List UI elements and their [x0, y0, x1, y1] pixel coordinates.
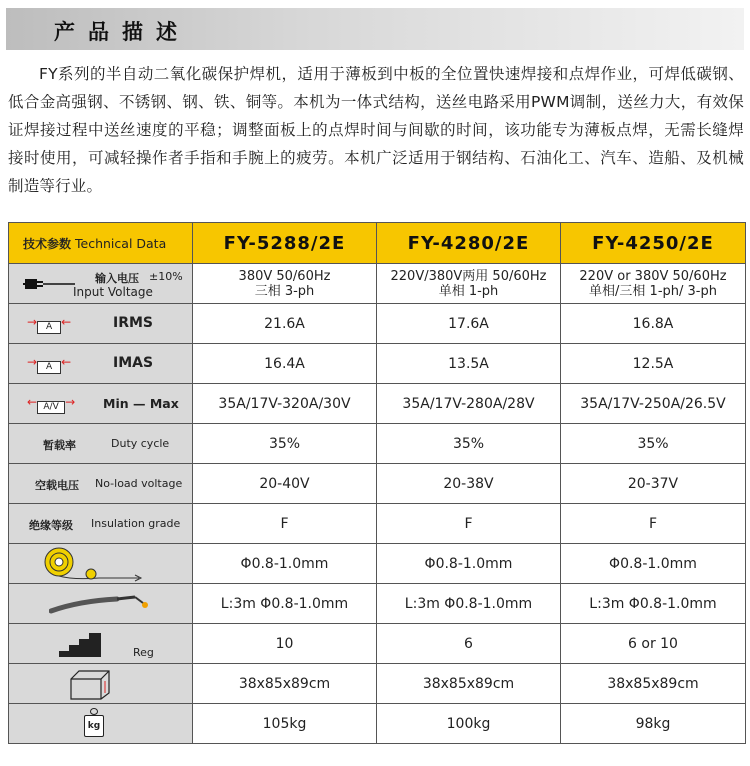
- value-cell: 16.4A: [193, 344, 377, 384]
- section-header: [6, 8, 744, 50]
- current-meter-icon: → A ←: [27, 315, 72, 332]
- value-cell: F: [193, 504, 377, 544]
- range-meter-icon: ← A/V →: [27, 395, 76, 412]
- product-description: FY系列的半自动二氧化碳保护焊机，适用于薄板到中板的全位置快速焊接和点焊作业，可焊低碳钢、低合金高强钢、不锈钢、钢、铁、铜等。本机为一体式结构，送丝电路采用PWM调制，送丝力大，有效保证焊接过程中送丝速度的平稳；调整面板上的点焊时间与间歇的时间，该功能专为薄板点焊，无需长缝焊接时使用，可减轻操作者手指和手腕上的疲劳。本机广泛适用于钢结构、石油化工、汽车、造船、及机械制造等行业。: [8, 65, 744, 195]
- row-label-input-voltage: [9, 264, 193, 304]
- input-voltage-label-en: Input Voltage: [73, 285, 153, 299]
- value-cell: L:3m Φ0.8-1.0mm: [561, 584, 746, 624]
- row-label-irms: [9, 304, 193, 344]
- model-name: FY-4280/2E: [407, 232, 530, 254]
- phase-line: 三相 3-ph: [254, 283, 315, 299]
- table-header-row: [9, 223, 746, 264]
- value-cell: 17.6A: [377, 304, 561, 344]
- weight-icon: kg: [83, 708, 105, 738]
- row-label-insulation-grade: [9, 504, 193, 544]
- table-row: [9, 304, 746, 344]
- box-dimensions-icon: [67, 667, 117, 701]
- imas-label: IMAS: [113, 355, 154, 371]
- value-cell: 20-37V: [561, 464, 746, 504]
- table-row: [9, 544, 746, 584]
- row-label-dimensions: [9, 664, 193, 704]
- value-cell: 16.8A: [561, 304, 746, 344]
- table-row: [9, 384, 746, 424]
- value-cell: F: [377, 504, 561, 544]
- phase-line: 单相 1-ph: [438, 283, 499, 299]
- header-label-zh: 技术参数: [23, 236, 72, 251]
- value-cell: 20-40V: [193, 464, 377, 504]
- input-voltage-label-zh: 输入电压: [95, 272, 139, 285]
- value-cell: Φ0.8-1.0mm: [193, 544, 377, 584]
- value-cell: 13.5A: [377, 344, 561, 384]
- value-cell: 100kg: [377, 704, 561, 744]
- value-cell: 35A/17V-280A/28V: [377, 384, 561, 424]
- value-cell: 6: [377, 624, 561, 664]
- input-voltage-tolerance: ±10%: [149, 270, 183, 283]
- value-cell: 105kg: [193, 704, 377, 744]
- duty-label-en: Duty cycle: [111, 437, 170, 450]
- value-cell: 35A/17V-320A/30V: [193, 384, 377, 424]
- row-label-wire-diameter: [9, 544, 193, 584]
- noload-label-en: No-load voltage: [95, 477, 183, 490]
- table-row: [9, 264, 746, 304]
- table-row: [9, 504, 746, 544]
- value-cell: 98kg: [561, 704, 746, 744]
- spec-table: [8, 222, 746, 744]
- value-cell: 38x85x89cm: [193, 664, 377, 704]
- voltage-line1: 220V or 380V 50/60Hz: [579, 268, 727, 284]
- value-cell: Φ0.8-1.0mm: [377, 544, 561, 584]
- table-row: [9, 664, 746, 704]
- value-cell: 35%: [193, 424, 377, 464]
- duty-label-zh: 暂载率: [43, 439, 76, 452]
- value-cell: F: [561, 504, 746, 544]
- value-cell: 38x85x89cm: [561, 664, 746, 704]
- value-cell: 20-38V: [377, 464, 561, 504]
- row-label-weight: [9, 704, 193, 744]
- insulation-label-zh: 绝缘等级: [29, 519, 73, 532]
- irms-label: IRMS: [113, 315, 154, 331]
- current-meter-icon: → A ←: [27, 355, 72, 372]
- insulation-label-en: Insulation grade: [91, 517, 181, 530]
- model-header: [561, 223, 746, 264]
- welding-torch-icon: [49, 589, 159, 619]
- row-label-no-load-voltage: [9, 464, 193, 504]
- value-cell: [561, 264, 746, 304]
- noload-label-zh: 空载电压: [35, 479, 79, 492]
- table-row: [9, 704, 746, 744]
- header-label-en: Technical Data: [75, 235, 167, 251]
- value-cell: Φ0.8-1.0mm: [561, 544, 746, 584]
- value-cell: L:3m Φ0.8-1.0mm: [193, 584, 377, 624]
- table-row: [9, 464, 746, 504]
- phase-line: 单相/三相 1-ph/ 3-ph: [589, 283, 717, 299]
- value-cell: 35%: [377, 424, 561, 464]
- value-cell: 35A/17V-250A/26.5V: [561, 384, 746, 424]
- voltage-line1: 380V 50/60Hz: [238, 268, 331, 284]
- model-name: FY-4250/2E: [592, 232, 714, 254]
- table-row: [9, 424, 746, 464]
- row-label-duty-cycle: [9, 424, 193, 464]
- table-row: [9, 584, 746, 624]
- value-cell: 21.6A: [193, 304, 377, 344]
- value-cell: 6 or 10: [561, 624, 746, 664]
- reg-label: Reg: [133, 646, 154, 659]
- value-cell: 35%: [561, 424, 746, 464]
- row-label-min-max: [9, 384, 193, 424]
- table-row: [9, 624, 746, 664]
- model-header: [377, 223, 561, 264]
- value-cell: L:3m Φ0.8-1.0mm: [377, 584, 561, 624]
- table-row: [9, 344, 746, 384]
- header-label-cell: [9, 223, 193, 264]
- row-label-imas: [9, 344, 193, 384]
- section-title: 产品描述: [54, 20, 190, 44]
- min-max-label: Min — Max: [103, 396, 179, 411]
- value-cell: 38x85x89cm: [377, 664, 561, 704]
- value-cell: 12.5A: [561, 344, 746, 384]
- row-label-reg: [9, 624, 193, 664]
- row-label-torch: [9, 584, 193, 624]
- value-cell: [377, 264, 561, 304]
- value-cell: 10: [193, 624, 377, 664]
- stairs-steps-icon: [57, 629, 117, 659]
- value-cell: [193, 264, 377, 304]
- model-name: FY-5288/2E: [223, 232, 346, 254]
- wire-spool-icon: [43, 546, 153, 582]
- voltage-line1: 220V/380V两用 50/60Hz: [390, 268, 547, 284]
- model-header: [193, 223, 377, 264]
